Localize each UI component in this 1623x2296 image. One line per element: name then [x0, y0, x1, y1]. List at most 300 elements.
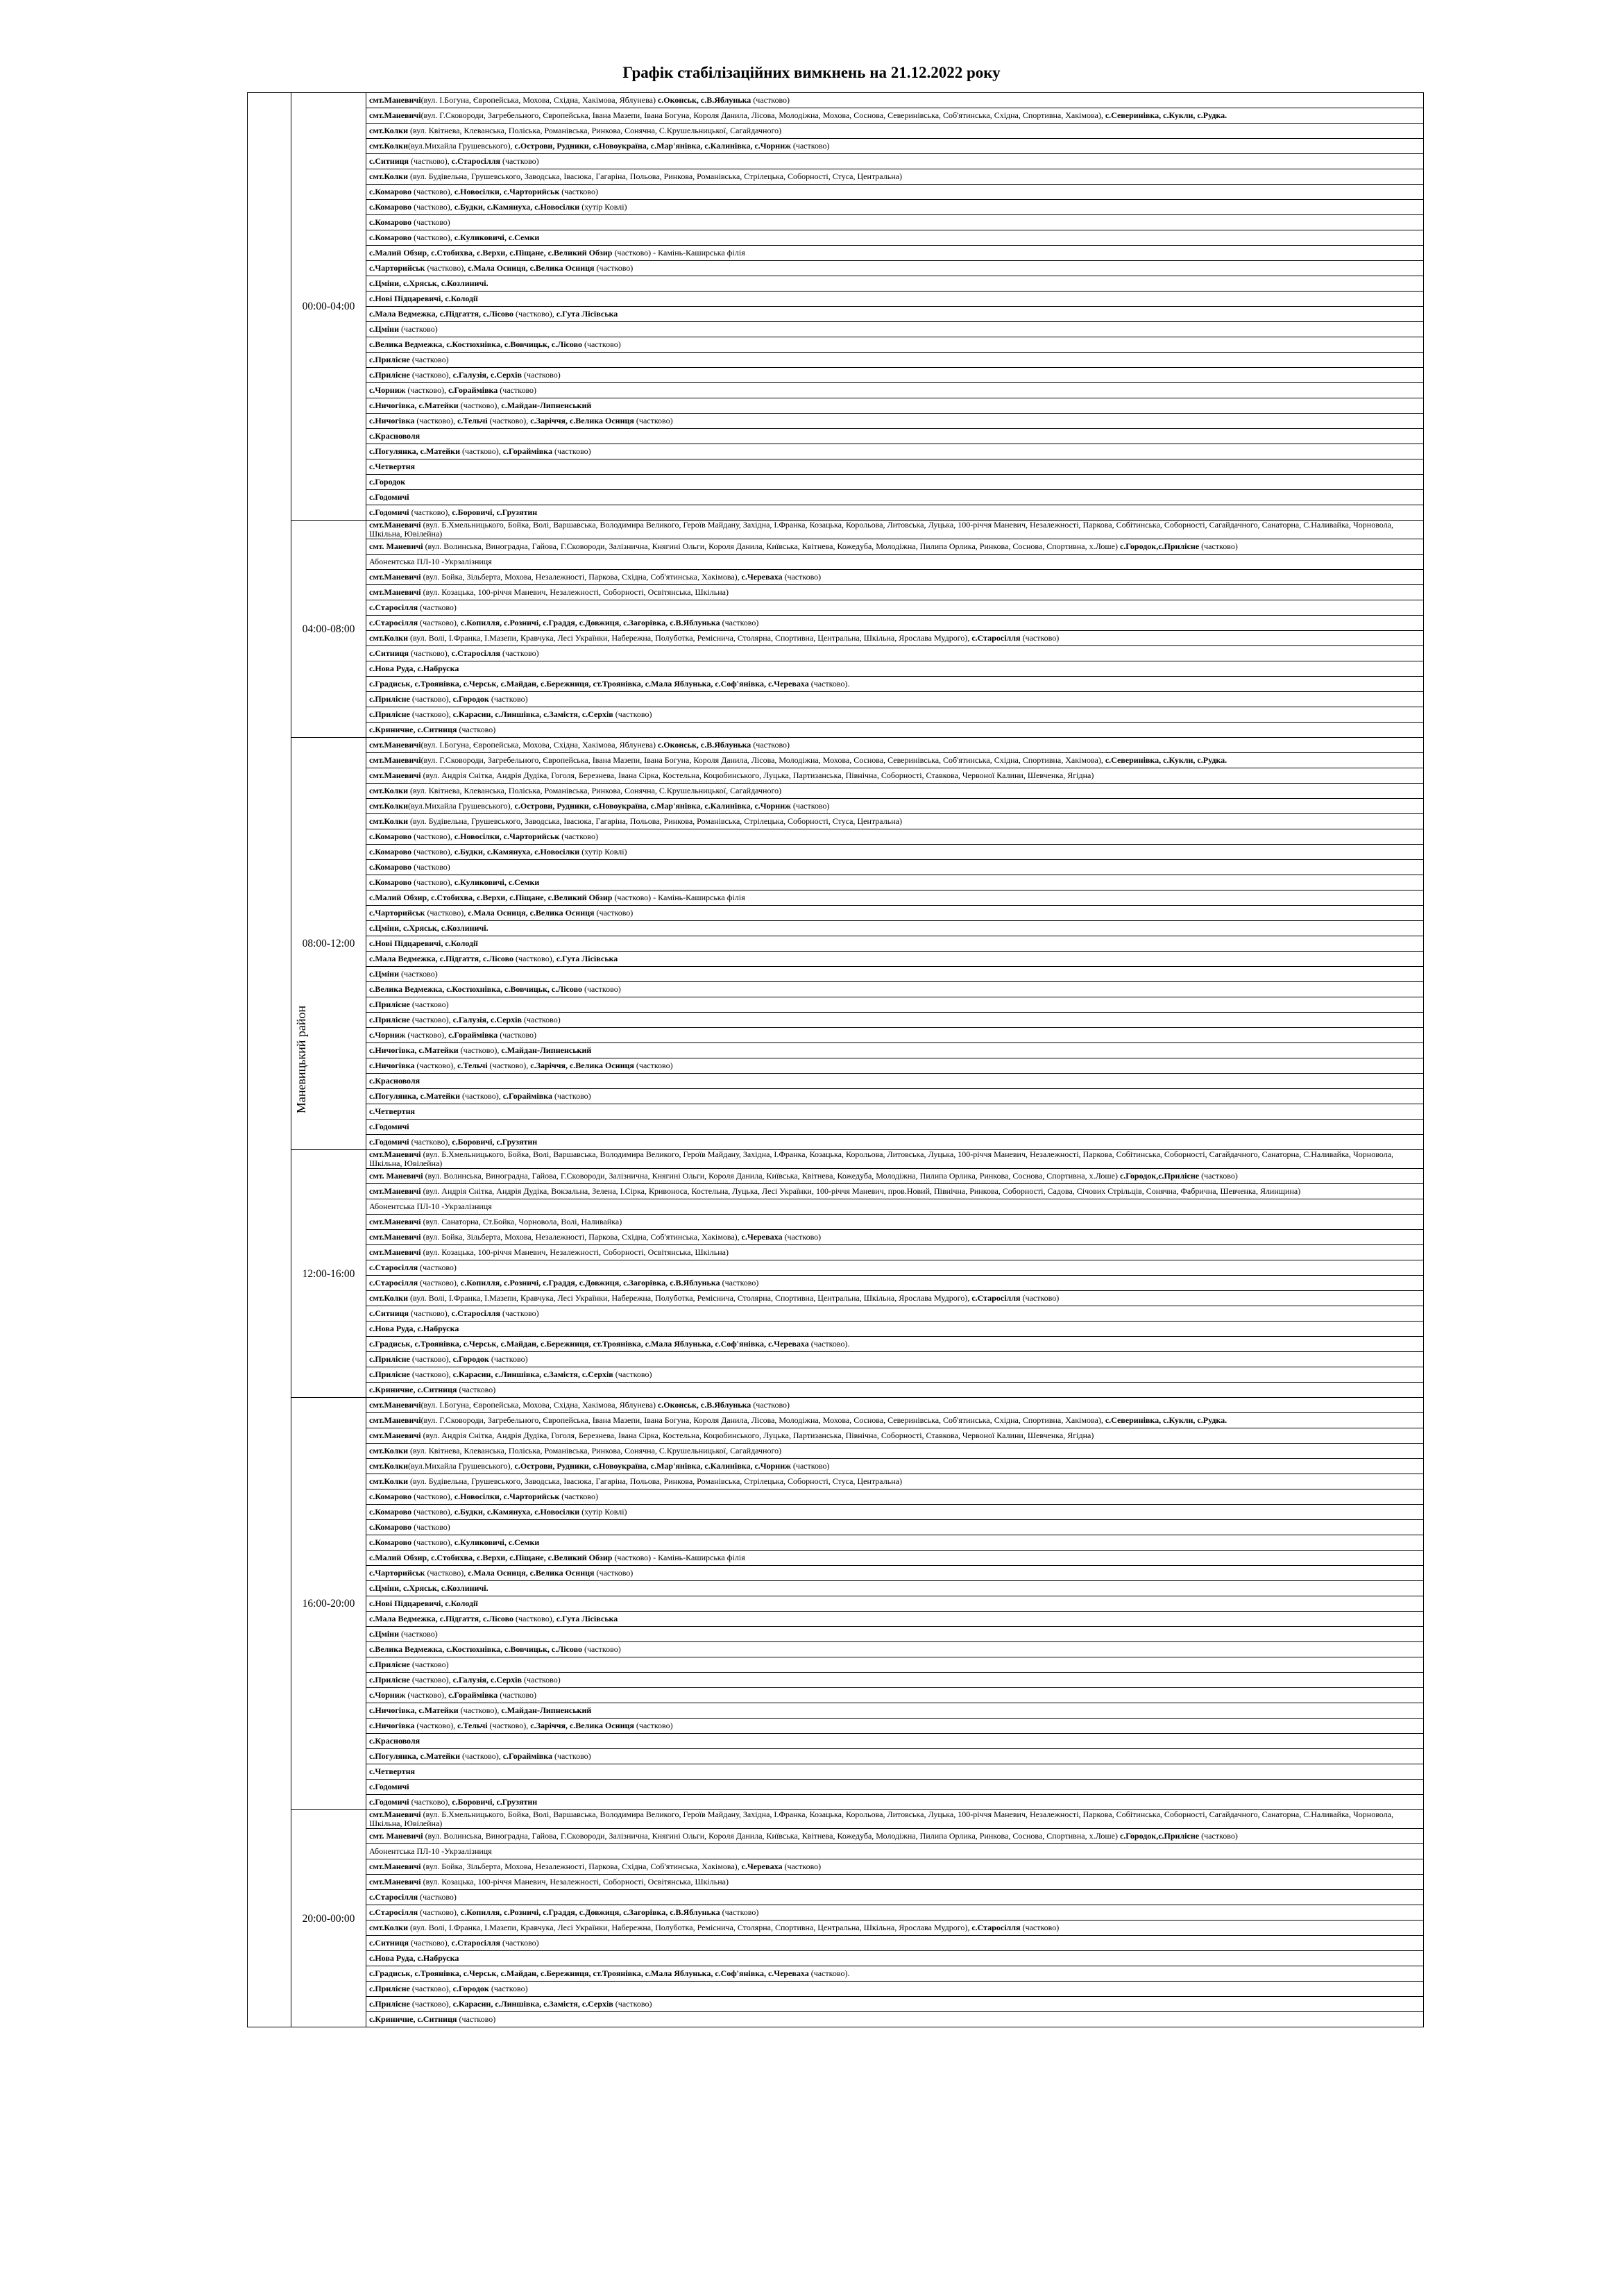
settlement-name: с.Мала Ведмежка, с.Підгаття, с.Лісово	[369, 309, 514, 319]
table-row	[248, 2012, 1424, 2027]
table-row	[248, 1322, 1424, 1337]
location-note: (частково),	[405, 1690, 449, 1700]
table-row	[248, 906, 1424, 921]
location-note: (вул. Квітнева, Клеванська, Поліська, Романівська, Ринкова, Сонячна, С.Крушельницької, Сагайдачного)	[408, 126, 782, 135]
table-row	[248, 1829, 1424, 1844]
location-cell	[366, 600, 1424, 616]
location-cell	[366, 768, 1424, 784]
time-slot-cell: 08:00-12:00	[291, 738, 366, 1150]
location-note: (частково)	[418, 1263, 457, 1272]
table-row	[248, 353, 1424, 368]
location-cell	[366, 1844, 1424, 1859]
settlement-name: с.Острови, Рудники, с.Новоукраїна, с.Мар'янівка, с.Калинівка, с.Чорниж	[514, 141, 791, 151]
table-row	[248, 1074, 1424, 1089]
settlement-name: с.Нові Підцаревичі, с.Колодії	[369, 938, 478, 948]
settlement-name: с.Комарово	[369, 202, 412, 212]
location-note: (частково),	[487, 1721, 531, 1730]
location-note: (частково)	[411, 1522, 450, 1532]
settlement-name: с.Градиськ, с.Троянівка, с.Черськ, с.Майдан, с.Бережниця, ст.Троянівка, с.Мала Яблунька, с.Соф'янівка, с.Череваха	[369, 1339, 809, 1349]
location-cell	[366, 1337, 1424, 1352]
table-row	[248, 600, 1424, 616]
settlement-name: с.Прилісне	[369, 1984, 410, 1993]
location-note: (вул. І.Богуна, Європейська, Мохова, Східна, Хакімова, Яблунева)	[420, 1400, 658, 1410]
settlement-name: с.Череваха	[741, 1232, 783, 1242]
settlement-name: с.Старосілля	[451, 156, 500, 166]
location-cell	[366, 1859, 1424, 1875]
location-cell	[366, 292, 1424, 307]
table-row	[248, 1780, 1424, 1795]
location-cell	[366, 692, 1424, 707]
settlement-name: с.Четвертня	[369, 462, 415, 471]
settlement-name: с.Мала Осниця, с.Велика Осниця	[468, 1568, 595, 1578]
settlement-name: с.Ситниця	[369, 648, 409, 658]
table-row	[248, 799, 1424, 814]
settlement-name: с.Тельчі	[457, 416, 488, 425]
location-cell	[366, 1276, 1424, 1291]
settlement-name: с.Острови, Рудники, с.Новоукраїна, с.Мар'янівка, с.Калинівка, с.Чорниж	[514, 801, 791, 811]
location-cell	[366, 276, 1424, 292]
location-note: (частково),	[487, 1061, 531, 1070]
location-cell	[366, 677, 1424, 692]
schedule-body	[248, 93, 1424, 2027]
location-note: (частково),	[409, 1354, 453, 1364]
location-note: (частково),	[460, 1091, 503, 1101]
location-note: (частково)	[1020, 1923, 1060, 1932]
table-row	[248, 1383, 1424, 1398]
settlement-name: с.Криничне, с.Ситниця	[369, 1385, 457, 1394]
location-note: (вул. Козацька, 100-річчя Маневич, Незалежності, Соборності, Освітянська, Шкільна)	[420, 1877, 729, 1886]
location-cell	[366, 1184, 1424, 1199]
settlement-name: с.Гута Лісівська	[556, 954, 618, 963]
location-cell	[366, 1921, 1424, 1936]
settlement-name: с.Копилля, с.Розничі, с.Граддя, с.Довжиця, с.Загорівка, с.В.Яблунька	[460, 1907, 720, 1917]
location-note: (частково)	[552, 446, 591, 456]
location-note: (частково)	[411, 862, 450, 872]
location-note: (частково)	[720, 618, 759, 627]
location-cell	[366, 353, 1424, 368]
table-row	[248, 521, 1424, 539]
settlement-name: смт.Маневичі	[369, 110, 421, 120]
settlement-name: с.Ситниця	[369, 1308, 409, 1318]
settlement-name: с.Четвертня	[369, 1766, 415, 1776]
settlement-name: с.Будки, с.Камянуха, с.Новосілки	[454, 847, 580, 856]
settlement-name: с.Мала Ведмежка, с.Підгаття, с.Лісово	[369, 1614, 514, 1623]
settlement-name: с.Гута Лісівська	[556, 1614, 618, 1623]
table-row	[248, 1428, 1424, 1444]
table-row	[248, 246, 1424, 261]
table-row	[248, 1905, 1424, 1921]
settlement-name: с.Майдан-Липненський	[501, 1705, 592, 1715]
location-note: (частково)	[782, 572, 822, 582]
settlement-name: с.Комарово	[369, 1522, 412, 1532]
settlement-name: с.Галузія, с.Серхів	[452, 1015, 522, 1024]
location-note: (частково)	[409, 1660, 449, 1669]
table-row	[248, 921, 1424, 936]
settlement-name: с.Цміни, с.Хряськ, с.Козлиничі.	[369, 923, 488, 933]
table-row	[248, 570, 1424, 585]
location-cell	[366, 539, 1424, 555]
table-row	[248, 692, 1424, 707]
location-note: (частково)	[634, 416, 673, 425]
location-cell	[366, 1520, 1424, 1535]
settlement-name: с.Годомичі	[369, 1797, 409, 1807]
location-cell	[366, 616, 1424, 631]
location-cell	[366, 1951, 1424, 1966]
location-cell	[366, 1657, 1424, 1673]
settlement-name: с.Комарово	[369, 877, 412, 887]
location-note: (частково)	[594, 908, 634, 918]
table-row	[248, 1951, 1424, 1966]
settlement-name: смт.Колки	[369, 126, 408, 135]
table-row	[248, 1352, 1424, 1367]
settlement-name: смт.Колки	[369, 786, 408, 795]
settlement-name: смт. Маневичі	[369, 1831, 423, 1841]
table-row	[248, 337, 1424, 353]
location-cell	[366, 646, 1424, 661]
table-row	[248, 1135, 1424, 1150]
settlement-name: с.Старосілля	[451, 1308, 500, 1318]
location-note: (частково),	[425, 1568, 468, 1578]
table-row	[248, 1734, 1424, 1749]
location-note: (вул. Волинська, Виноградна, Гайова, Г.Сковороди, Залізнична, Княгині Ольги, Короля Данила, Київська, Квітнева, Кожедуба, Молодіжна, Пилипа Орлика, Ринкова, Соснова, Спортивна, х.Лоше)	[423, 541, 1120, 551]
location-cell	[366, 1596, 1424, 1612]
location-note: (частково)	[720, 1278, 759, 1288]
table-row	[248, 661, 1424, 677]
table-row	[248, 261, 1424, 276]
table-row	[248, 154, 1424, 169]
settlement-name: с.Острови, Рудники, с.Новоукраїна, с.Мар'янівка, с.Калинівка, с.Чорниж	[514, 1461, 791, 1471]
location-cell	[366, 459, 1424, 475]
settlement-name: с.Мала Ведмежка, с.Підгаття, с.Лісово	[369, 954, 514, 963]
settlement-name: с.Заріччя, с.Велика Осниця	[530, 1721, 634, 1730]
location-note: (вул. Андрія Снітка, Андрія Дудіка, Гоголя, Березнева, Івана Сірка, Костельна, Коцюбинського, Луцька, Партизанська, Північна, Соборності, Ставкова, Червоної Калини, Шевченка, Ягідна)	[420, 770, 1094, 780]
table-row	[248, 230, 1424, 246]
location-note: (частково)	[581, 1644, 621, 1654]
table-row	[248, 631, 1424, 646]
location-note: (частково)	[457, 725, 496, 734]
location-cell	[366, 1322, 1424, 1337]
table-row	[248, 829, 1424, 845]
location-note: (частково),	[414, 1721, 458, 1730]
time-slot-cell: 12:00-16:00	[291, 1150, 366, 1398]
settlement-name: с.Малий Обзир, с.Стобихва, с.Верхи, с.Піщане, с.Великий Обзир	[369, 1553, 613, 1562]
location-note: (частково)	[498, 1690, 537, 1700]
location-note: (частково)	[500, 1308, 539, 1318]
table-row	[248, 1230, 1424, 1245]
location-note: (частково),	[411, 233, 454, 242]
table-row	[248, 1703, 1424, 1719]
table-row	[248, 555, 1424, 570]
table-row	[248, 1169, 1424, 1184]
table-row	[248, 997, 1424, 1013]
location-note: (частково).	[808, 1339, 850, 1349]
location-note: (частково)	[399, 324, 438, 334]
table-row	[248, 677, 1424, 692]
settlement-name: с.Велика Ведмежка, с.Костюхнівка, с.Вовчицьк, с.Лісово	[369, 339, 582, 349]
settlement-name: с.Северинівка, с.Кукли, с.Рудка.	[1105, 755, 1227, 765]
location-note: (частково),	[411, 202, 454, 212]
location-cell	[366, 1581, 1424, 1596]
location-cell	[366, 1215, 1424, 1230]
table-row	[248, 459, 1424, 475]
location-cell	[366, 753, 1424, 768]
location-cell	[366, 1120, 1424, 1135]
settlement-name: с.Заріччя, с.Велика Осниця	[530, 416, 634, 425]
settlement-name: смт.Маневичі	[369, 1877, 421, 1886]
location-cell	[366, 505, 1424, 521]
location-cell	[366, 521, 1424, 539]
location-note: (частково),	[418, 618, 461, 627]
settlement-name: с.Прилісне	[369, 1369, 410, 1379]
settlement-name: с.Оконськ, с.В.Яблунька	[657, 740, 751, 750]
location-note: (частково)	[613, 1369, 652, 1379]
settlement-name: с.Комарово	[369, 1492, 412, 1501]
location-note: (частково),	[458, 400, 502, 410]
location-cell	[366, 1367, 1424, 1383]
location-note: (частково),	[411, 187, 454, 196]
location-cell	[366, 185, 1424, 200]
settlement-name: с.Годомичі	[369, 492, 409, 502]
table-row	[248, 93, 1424, 108]
location-cell	[366, 1566, 1424, 1581]
settlement-name: с.Градиськ, с.Троянівка, с.Черськ, с.Майдан, с.Бережниця, ст.Троянівка, с.Мала Яблунька, с.Соф'янівка, с.Череваха	[369, 1968, 809, 1978]
location-cell	[366, 1104, 1424, 1120]
settlement-name: с.Погулянка, с.Матейки	[369, 446, 460, 456]
table-row	[248, 952, 1424, 967]
location-note: (частково),	[409, 1369, 453, 1379]
location-note: (вул. І.Богуна, Європейська, Мохова, Східна, Хакімова, Яблунева)	[420, 740, 658, 750]
settlement-name: с.Старосілля	[369, 1278, 418, 1288]
location-note: (вул. Волинська, Виноградна, Гайова, Г.Сковороди, Залізнична, Княгині Ольги, Короля Данила, Київська, Квітнева, Кожедуба, Молодіжна, Пилипа Орлика, Ринкова, Соснова, Спортивна, х.Лоше)	[423, 1171, 1120, 1181]
location-note: (частково),	[409, 1797, 452, 1807]
settlement-name: с.Цміни, с.Хряськ, с.Козлиничі.	[369, 1583, 488, 1593]
settlement-name: смт.Маневичі	[369, 1232, 421, 1242]
settlement-name: с.Старосілля	[971, 633, 1021, 643]
table-row	[248, 414, 1424, 429]
location-note: (частково),	[411, 1507, 454, 1517]
location-note: (частково),	[411, 1492, 454, 1501]
settlement-name: с.Череваха	[741, 572, 783, 582]
location-cell	[366, 982, 1424, 997]
settlement-name: с.Галузія, с.Серхів	[452, 1675, 522, 1685]
settlement-name: с.Гораймівка	[448, 1690, 498, 1700]
location-note: Абонентська ПЛ-10 -Укрзалізниця	[369, 1201, 492, 1211]
location-cell	[366, 1703, 1424, 1719]
location-note: (частково)	[500, 1938, 539, 1948]
location-note: (частково),	[513, 1614, 556, 1623]
settlement-name: с.Чорниж	[369, 1690, 406, 1700]
table-row	[248, 707, 1424, 723]
settlement-name: смт.Колки	[369, 1293, 408, 1303]
time-slot-cell: 00:00-04:00	[291, 93, 366, 521]
table-row	[248, 814, 1424, 829]
location-cell	[366, 490, 1424, 505]
settlement-name: с.Комарово	[369, 847, 412, 856]
location-cell	[366, 814, 1424, 829]
location-note: (частково),	[409, 156, 452, 166]
location-note: (вул. Бойка, Зільберта, Мохова, Незалежності, Паркова, Східна, Соб'ятинська, Хакімова),	[420, 1232, 742, 1242]
settlement-name: смт.Колки	[369, 171, 408, 181]
location-note: (частково)	[409, 999, 449, 1009]
settlement-name: смт.Маневичі	[369, 740, 421, 750]
document-title: Графік стабілізаційних вимкнень на 21.12.2022 року	[622, 64, 1001, 81]
table-row	[248, 1627, 1424, 1642]
table-row	[248, 616, 1424, 631]
location-note: (частково) - Камінь-Каширська філія	[612, 1553, 745, 1562]
table-row	[248, 723, 1424, 738]
location-note: (частково)	[613, 709, 652, 719]
location-note: (частково)	[411, 217, 450, 227]
location-note: (частково),	[409, 507, 452, 517]
settlement-name: с.Гораймівка	[502, 1091, 552, 1101]
settlement-name: с.Прилісне	[369, 999, 410, 1009]
table-row	[248, 753, 1424, 768]
location-note: (частково)	[559, 187, 598, 196]
settlement-name: с.Старосілля	[971, 1293, 1021, 1303]
settlement-name: с.Прилісне	[369, 1675, 410, 1685]
settlement-name: с.Малий Обзир, с.Стобихва, с.Верхи, с.Піщане, с.Великий Обзир	[369, 893, 613, 902]
settlement-name: с.Городок,с.Прилісне	[1119, 1171, 1200, 1181]
location-cell	[366, 1829, 1424, 1844]
table-row	[248, 1795, 1424, 1810]
settlement-name: с.Копилля, с.Розничі, с.Граддя, с.Довжиця, с.Загорівка, с.В.Яблунька	[460, 618, 720, 627]
settlement-name: с.Карасин, с.Линшівка, с.Замістя, с.Серхів	[452, 1999, 613, 2009]
settlement-name: с.Копилля, с.Розничі, с.Граддя, с.Довжиця, с.Загорівка, с.В.Яблунька	[460, 1278, 720, 1288]
table-row	[248, 398, 1424, 414]
location-note: (вул. Г.Сковороди, Загребельного, Європейська, Івана Мазепи, Івана Богуна, Короля Данила, Лісова, Молодіжна, Мохова, Соснова, Северинівська, Соб'ятинська, Східна, Спортивна, Хакімова),	[420, 110, 1105, 120]
location-cell	[366, 368, 1424, 383]
location-note: (частково)	[581, 339, 621, 349]
settlement-name: смт.Колки	[369, 141, 408, 151]
location-note: (частково),	[513, 309, 556, 319]
settlement-name: с.Градиськ, с.Троянівка, с.Черськ, с.Майдан, с.Бережниця, ст.Троянівка, с.Мала Яблунька, с.Соф'янівка, с.Череваха	[369, 679, 809, 689]
location-cell	[366, 1535, 1424, 1551]
settlement-name: с.Новосілки, с.Чарторийськ	[454, 1492, 560, 1501]
location-note: (вул. Козацька, 100-річчя Маневич, Незалежності, Соборності, Освітянська, Шкільна)	[420, 1247, 729, 1257]
location-cell	[366, 200, 1424, 215]
location-cell	[366, 952, 1424, 967]
location-note: (частково),	[414, 416, 458, 425]
location-cell	[366, 1089, 1424, 1104]
location-cell	[366, 1936, 1424, 1951]
location-note: (частково)	[790, 1461, 830, 1471]
settlement-name: смт.Маневичі	[369, 1186, 421, 1196]
settlement-name: смт. Маневичі	[369, 1171, 423, 1181]
settlement-name: с.Велика Ведмежка, с.Костюхнівка, с.Вовчицьк, с.Лісово	[369, 984, 582, 994]
location-cell	[366, 1074, 1424, 1089]
location-cell	[366, 1875, 1424, 1890]
location-note: (частково)	[498, 385, 537, 395]
location-note: (частково),	[411, 832, 454, 841]
location-cell	[366, 1905, 1424, 1921]
location-cell	[366, 398, 1424, 414]
location-note: (вул. Бойка, Зільберта, Мохова, Незалежності, Паркова, Східна, Соб'ятинська, Хакімова),	[420, 1862, 742, 1871]
location-note: (частково)	[521, 1015, 561, 1024]
table-row	[248, 108, 1424, 124]
table-row	[248, 490, 1424, 505]
table-row	[248, 768, 1424, 784]
settlement-name: с.Комарово	[369, 1507, 412, 1517]
settlement-name: с.Цміни, с.Хряськ, с.Козлиничі.	[369, 278, 488, 288]
settlement-name: с.Мала Осниця, с.Велика Осниця	[468, 908, 595, 918]
location-note: (частково)	[1199, 1171, 1238, 1181]
location-cell	[366, 429, 1424, 444]
location-note: (частково)	[613, 1999, 652, 2009]
location-cell	[366, 1734, 1424, 1749]
table-row	[248, 1505, 1424, 1520]
settlement-name: с.Ничогівка, с.Матейки	[369, 1705, 459, 1715]
location-cell	[366, 1780, 1424, 1795]
location-note: (частково)	[521, 370, 561, 380]
table-row	[248, 368, 1424, 383]
location-note: (частково),	[409, 370, 453, 380]
settlement-name: с.Красноволя	[369, 1076, 420, 1086]
settlement-name: смт.Колки	[369, 1461, 408, 1471]
location-cell	[366, 906, 1424, 921]
location-note: (частково),	[425, 263, 468, 273]
location-cell	[366, 1058, 1424, 1074]
settlement-name: с.Городок	[452, 694, 489, 704]
location-cell	[366, 875, 1424, 890]
location-cell	[366, 307, 1424, 322]
location-note: (частково)	[488, 1354, 528, 1364]
settlement-name: смт.Маневичі	[369, 1415, 421, 1425]
location-cell	[366, 1612, 1424, 1627]
settlement-name: смт.Колки	[369, 1923, 408, 1932]
settlement-name: с.Северинівка, с.Кукли, с.Рудка.	[1105, 1415, 1227, 1425]
settlement-name: смт.Колки	[369, 1446, 408, 1455]
location-cell	[366, 738, 1424, 753]
location-note: (хутір Ковлі)	[579, 847, 627, 856]
location-cell	[366, 1673, 1424, 1688]
location-cell	[366, 1199, 1424, 1215]
settlement-name: с.Новосілки, с.Чарторийськ	[454, 187, 560, 196]
time-slot-cell: 04:00-08:00	[291, 521, 366, 738]
location-note: (частково)	[521, 1675, 561, 1685]
table-row	[248, 1104, 1424, 1120]
table-row	[248, 585, 1424, 600]
location-note: (вул. Бойка, Зільберта, Мохова, Незалежності, Паркова, Східна, Соб'ятинська, Хакімова),	[420, 572, 742, 582]
settlement-name: с.Мала Осниця, с.Велика Осниця	[468, 263, 595, 273]
settlement-name: смт.Маневичі	[369, 1217, 421, 1226]
table-row	[248, 429, 1424, 444]
location-note: (частково),	[513, 954, 556, 963]
settlement-name: с.Погулянка, с.Матейки	[369, 1751, 460, 1761]
settlement-name: с.Чарторийськ	[369, 1568, 425, 1578]
settlement-name: с.Старосілля	[369, 618, 418, 627]
table-row	[248, 1306, 1424, 1322]
settlement-name: с.Ничогівка, с.Матейки	[369, 1045, 459, 1055]
table-row	[248, 1367, 1424, 1383]
settlement-name: с.Старосілля	[369, 1907, 418, 1917]
location-note: (вул. Б.Хмельницького, Бойка, Волі, Варшавська, Володимира Великого, Героїв Майдану, Західна, І.Франка, Козацька, Корольова, Литовська, Луцька, 100-річчя Маневич, Незалежності, Паркова, Собітинська, Соборності, Сагайдачного, Санаторна, С.Наливайка, Чорновола, Шкільна, Ювілейна)	[369, 1149, 1393, 1168]
settlement-name: с.Северинівка, с.Кукли, с.Рудка.	[1105, 110, 1227, 120]
table-row	[248, 1936, 1424, 1951]
location-note: (частково)	[488, 1984, 528, 1993]
location-note: (хутір Ковлі)	[579, 202, 627, 212]
district-label: Маневицький район	[294, 1005, 309, 1113]
location-cell	[366, 936, 1424, 952]
location-cell	[366, 414, 1424, 429]
location-note: (частково),	[460, 446, 503, 456]
settlement-name: с.Куликовичі, с.Семки	[454, 877, 540, 887]
settlement-name: с.Ситниця	[369, 156, 409, 166]
settlement-name: смт. Маневичі	[369, 541, 423, 551]
location-note: (частково)	[500, 648, 539, 658]
location-note: (частково)	[594, 1568, 634, 1578]
settlement-name: с.Галузія, с.Серхів	[452, 370, 522, 380]
table-row	[248, 646, 1424, 661]
